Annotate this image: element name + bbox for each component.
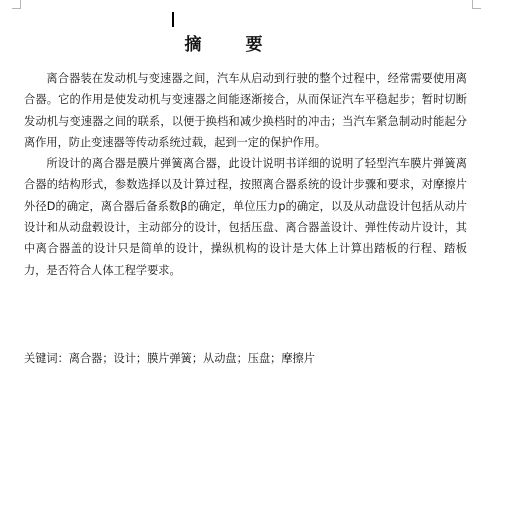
keywords-line xyxy=(24,349,464,369)
page-corner-mark-left xyxy=(12,0,21,9)
abstract-body xyxy=(24,68,467,281)
abstract-paragraph-1: 离合器装在发动机与变速器之间，汽车从启动到行驶的整个过程中，经常需要使用离合器。它的作用是使发动机与变速器之间能逐渐接合，从而保证汽车平稳起步；暂时切断发动机与变速器之间的联系，以便于换档和减少换档时的冲击；当汽车紧急制动时能起分离作用，防止变速器等传动系统过载，起到一定的保护作用。 xyxy=(24,72,467,149)
keywords-label: 关键词： xyxy=(24,352,69,365)
text-cursor xyxy=(172,12,174,27)
keywords-list: 离合器；设计；膜片弹簧；从动盘；压盘；摩擦片 xyxy=(68,352,315,365)
abstract-title: 摘 要 xyxy=(184,35,282,55)
abstract-paragraph-2: 所设计的离合器是膜片弹簧离合器，此设计说明书详细的说明了轻型汽车膜片弹簧离合器的结构形式，参数选择以及计算过程，按照离合器系统的设计步骤和要求，对摩擦片外径D的确定，离合器后备系数β的确定，单位压力p的确定，以及从动盘设计包括从动片设计和从动盘毂设计，主动部分的设计，包括压盘、离合器盖设计、弹性传动片设计，其中离合器盖的设计只是简单的设计，操纵机构的设计是大体上计算出踏板的行程、踏板力，是否符合人体工程学要求。 xyxy=(24,157,467,277)
page-corner-mark-right xyxy=(472,0,481,9)
